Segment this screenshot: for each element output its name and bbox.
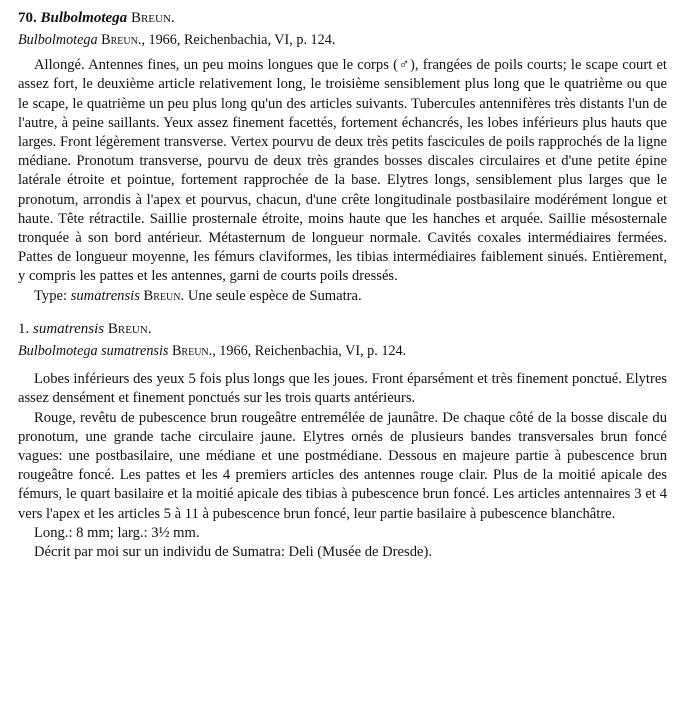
species-reference-name: Bulbolmotega sumatrensis [18,343,169,360]
species-description-2: Rouge, revêtu de pubescence brun rougeâtre entremélée de jaunâtre. De chaque côté de la bosse discale du pronotum, une grande tache circulaire jaune. Elytres ornés de plusieurs bandes transversales brun foncé vagues: une postbasilaire, une médiane et une postmédiane. Dessous en majeure partie à pubescence brun rougeâtre foncé. Les pattes et les 4 premiers articles des antennes rouge clair. Plus de la moitié apicale des fémurs, le quart basilaire et la moitié apicale des tibias à pubescence brun foncé. Les articles antennaires 3 et 4 vers l'apex et les articles 5 à 11 à pubescence brun foncé, leur partie basilaire à pubescence blanchâtre. [18,409,667,522]
genus-reference-author: Breun. [101,32,142,48]
species-number: 1. [18,320,30,337]
type-species: sumatrensis [70,287,140,304]
genus-number: 70. [18,10,37,26]
provenance: Décrit par moi sur un individu de Sumatra: Deli (Musée de Dresde). [34,544,432,561]
type-line [18,287,667,306]
species-heading [18,320,667,339]
genus-reference-name: Bulbolmotega [18,32,98,48]
genus-reference [18,31,667,50]
species-reference-author: Breun. [171,343,213,360]
species-reference-citation: , 1966, Reichenbachia, VI, p. 124. [212,343,407,360]
species-author: Breun. [107,320,152,337]
genus-author: Breun. [130,10,175,26]
type-author: Breun. [143,287,185,304]
genus-reference-citation: , 1966, Reichenbachia, VI, p. 124. [141,32,336,48]
genus-name: Bulbolmotega [40,10,128,26]
measurements: Long.: 8 mm; larg.: 3½ mm. [34,524,200,541]
genus-heading [18,8,667,28]
genus-description: Allongé. Antennes fines, un peu moins longues que le corps (♂), frangées de poils courts; le scape court et assez fort, le deuxième article relativement long, le troisième sensiblement plus long que le quatrième ou que le scape, le quatrième un peu plus long qu'un des articles suivants. Tubercules antennifères très distants l'un de l'autre, à peine saillants. Yeux assez finement facettés, fortement échancrés, les lobes inférieurs plus hauts que larges. Front légèrement transverse. Vertex pourvu de deux très petits fascicules de poils rapprochés de la ligne médiane. Pronotum transverse, pourvu de deux très grandes bosses discales circulaires et d'une petite épine latérale étroite et pointue, fortement rapprochée de la base. Elytres longs, sensiblement plus larges que le pronotum, arrondis à l'apex et pourvus, chacun, d'une crête longitudinale postbasilaire modérément longue et haute. Tête rétractile. Saillie prosternale étroite, moins haute que les hanches et arquée. Saillie mésosternale tronquée à son bord antérieur. Métasternum de longueur normale. Cavités coxales intermédiaires fermées. Pattes de longueur moyenne, les fémurs claviformes, les tibias intermédiaires faiblement sinués. Entièrement, y compris les pattes et les antennes, garni de courts poils dressés. [18,57,667,285]
species-description-1: Lobes inférieurs des yeux 5 fois plus longs que les joues. Front éparsément et très finement ponctué. Elytres assez densément et finement ponctués sur les trois quarts antérieurs. [18,371,667,407]
type-rest: Une seule espèce de Sumatra. [187,287,362,304]
species-reference [18,342,667,361]
type-label: Type: [34,287,68,304]
species-name: sumatrensis [33,320,105,337]
